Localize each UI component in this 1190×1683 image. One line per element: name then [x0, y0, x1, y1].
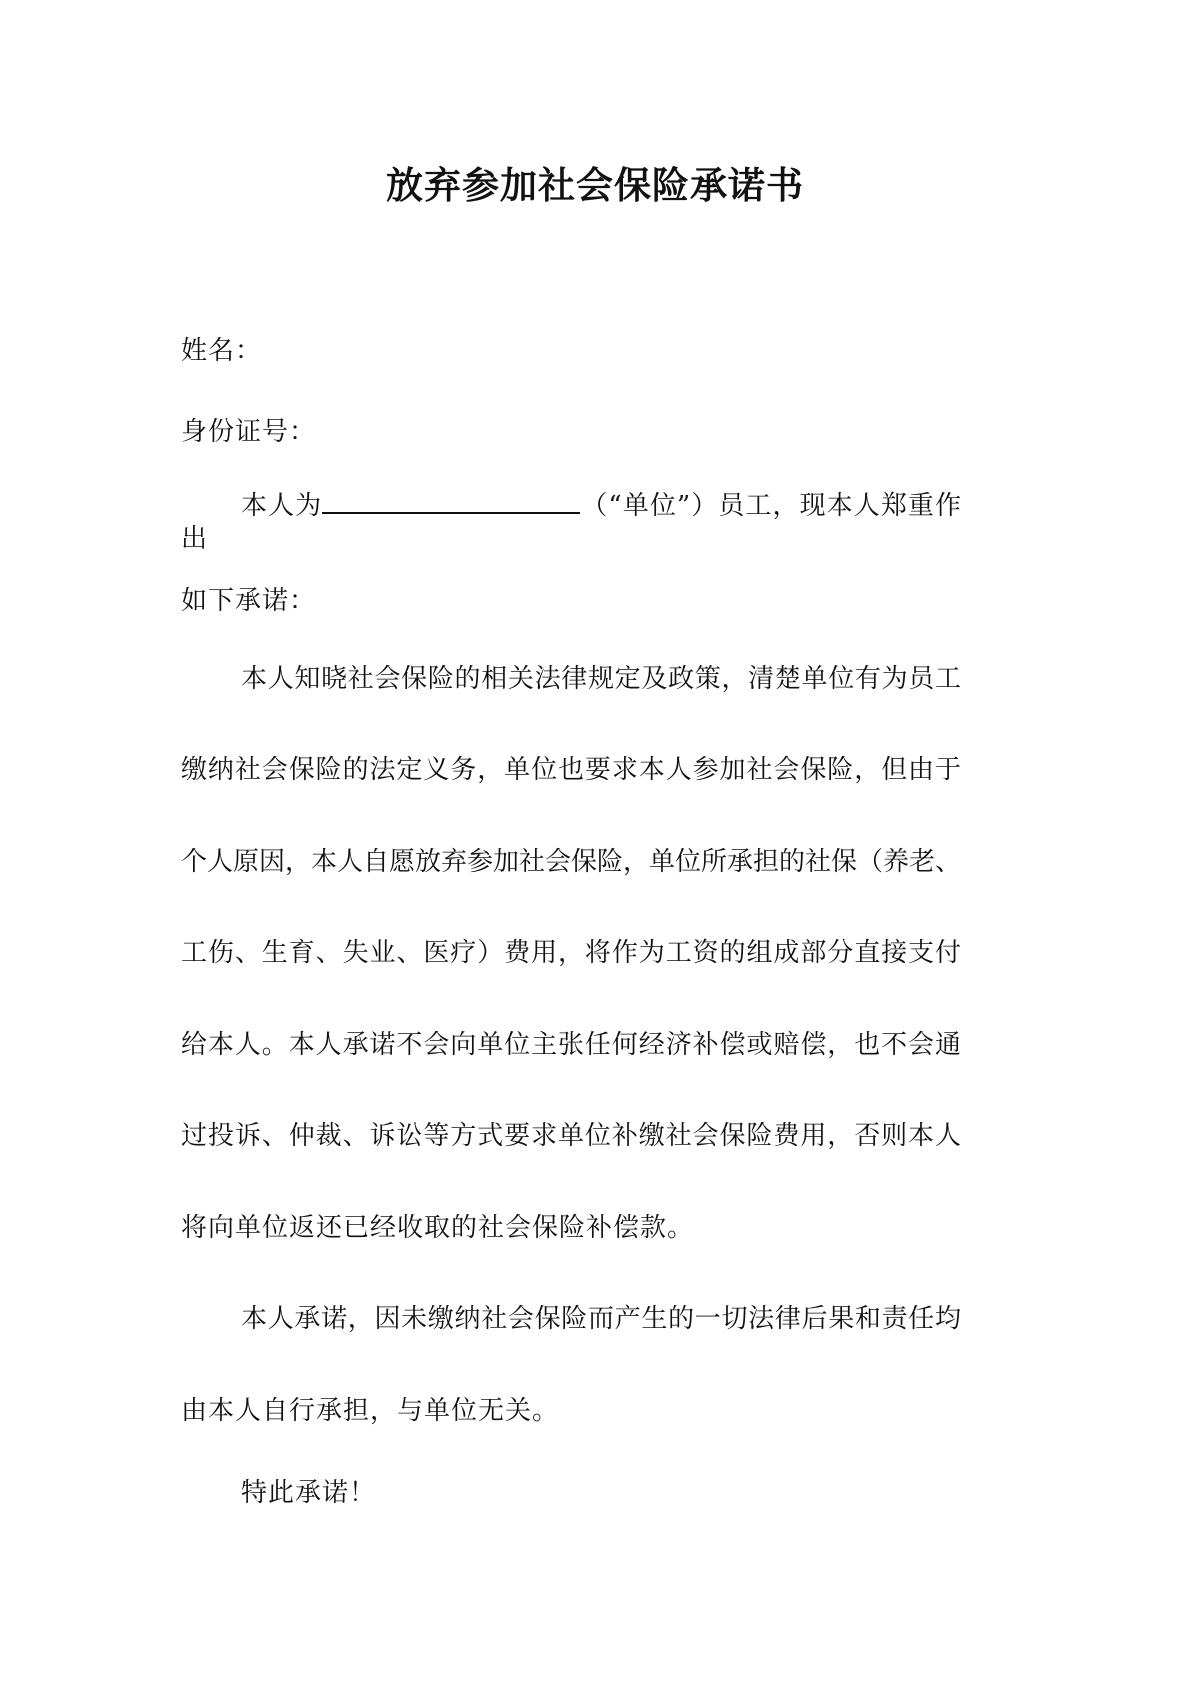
opening-tail-line: 如下承诺： — [181, 586, 317, 616]
paragraph-line: 由本人自行承担，与单位无关。 — [181, 1396, 560, 1426]
name-field-label: 姓名： — [181, 336, 263, 366]
document-title: 放弃参加社会保险承诺书 — [386, 163, 804, 207]
paragraph-line: 过投诉、仲裁、诉讼等方式要求单位补缴社会保险费用，否则本人 — [181, 1121, 961, 1151]
employer-blank-underline — [322, 488, 580, 514]
paragraph-line: 个人原因，本人自愿放弃参加社会保险，单位所承担的社保（养老、 — [181, 847, 962, 877]
paragraph-line: 本人知晓社会保险的相关法律规定及政策，清楚单位有为员工 — [241, 664, 961, 694]
opening-prefix: 本人为 — [241, 491, 323, 521]
opening-line — [181, 488, 961, 556]
paragraph-line: 工伤、生育、失业、医疗）费用，将作为工资的组成部分直接支付 — [181, 938, 961, 968]
closing-line: 特此承诺！ — [241, 1478, 377, 1508]
paragraph-line: 缴纳社会保险的法定义务，单位也要求本人参加社会保险，但由于 — [181, 755, 961, 785]
paragraph-line: 将向单位返还已经收取的社会保险补偿款。 — [181, 1213, 695, 1243]
paragraph-line: 本人承诺，因未缴纳社会保险而产生的一切法律后果和责任均 — [241, 1304, 961, 1334]
id-field-label: 身份证号： — [181, 417, 317, 447]
opening-suffix: （“单位”）员工，现本人郑重作出 — [181, 491, 961, 554]
paragraph-line: 给本人。本人承诺不会向单位主张任何经济补偿或赔偿，也不会通 — [181, 1030, 961, 1060]
